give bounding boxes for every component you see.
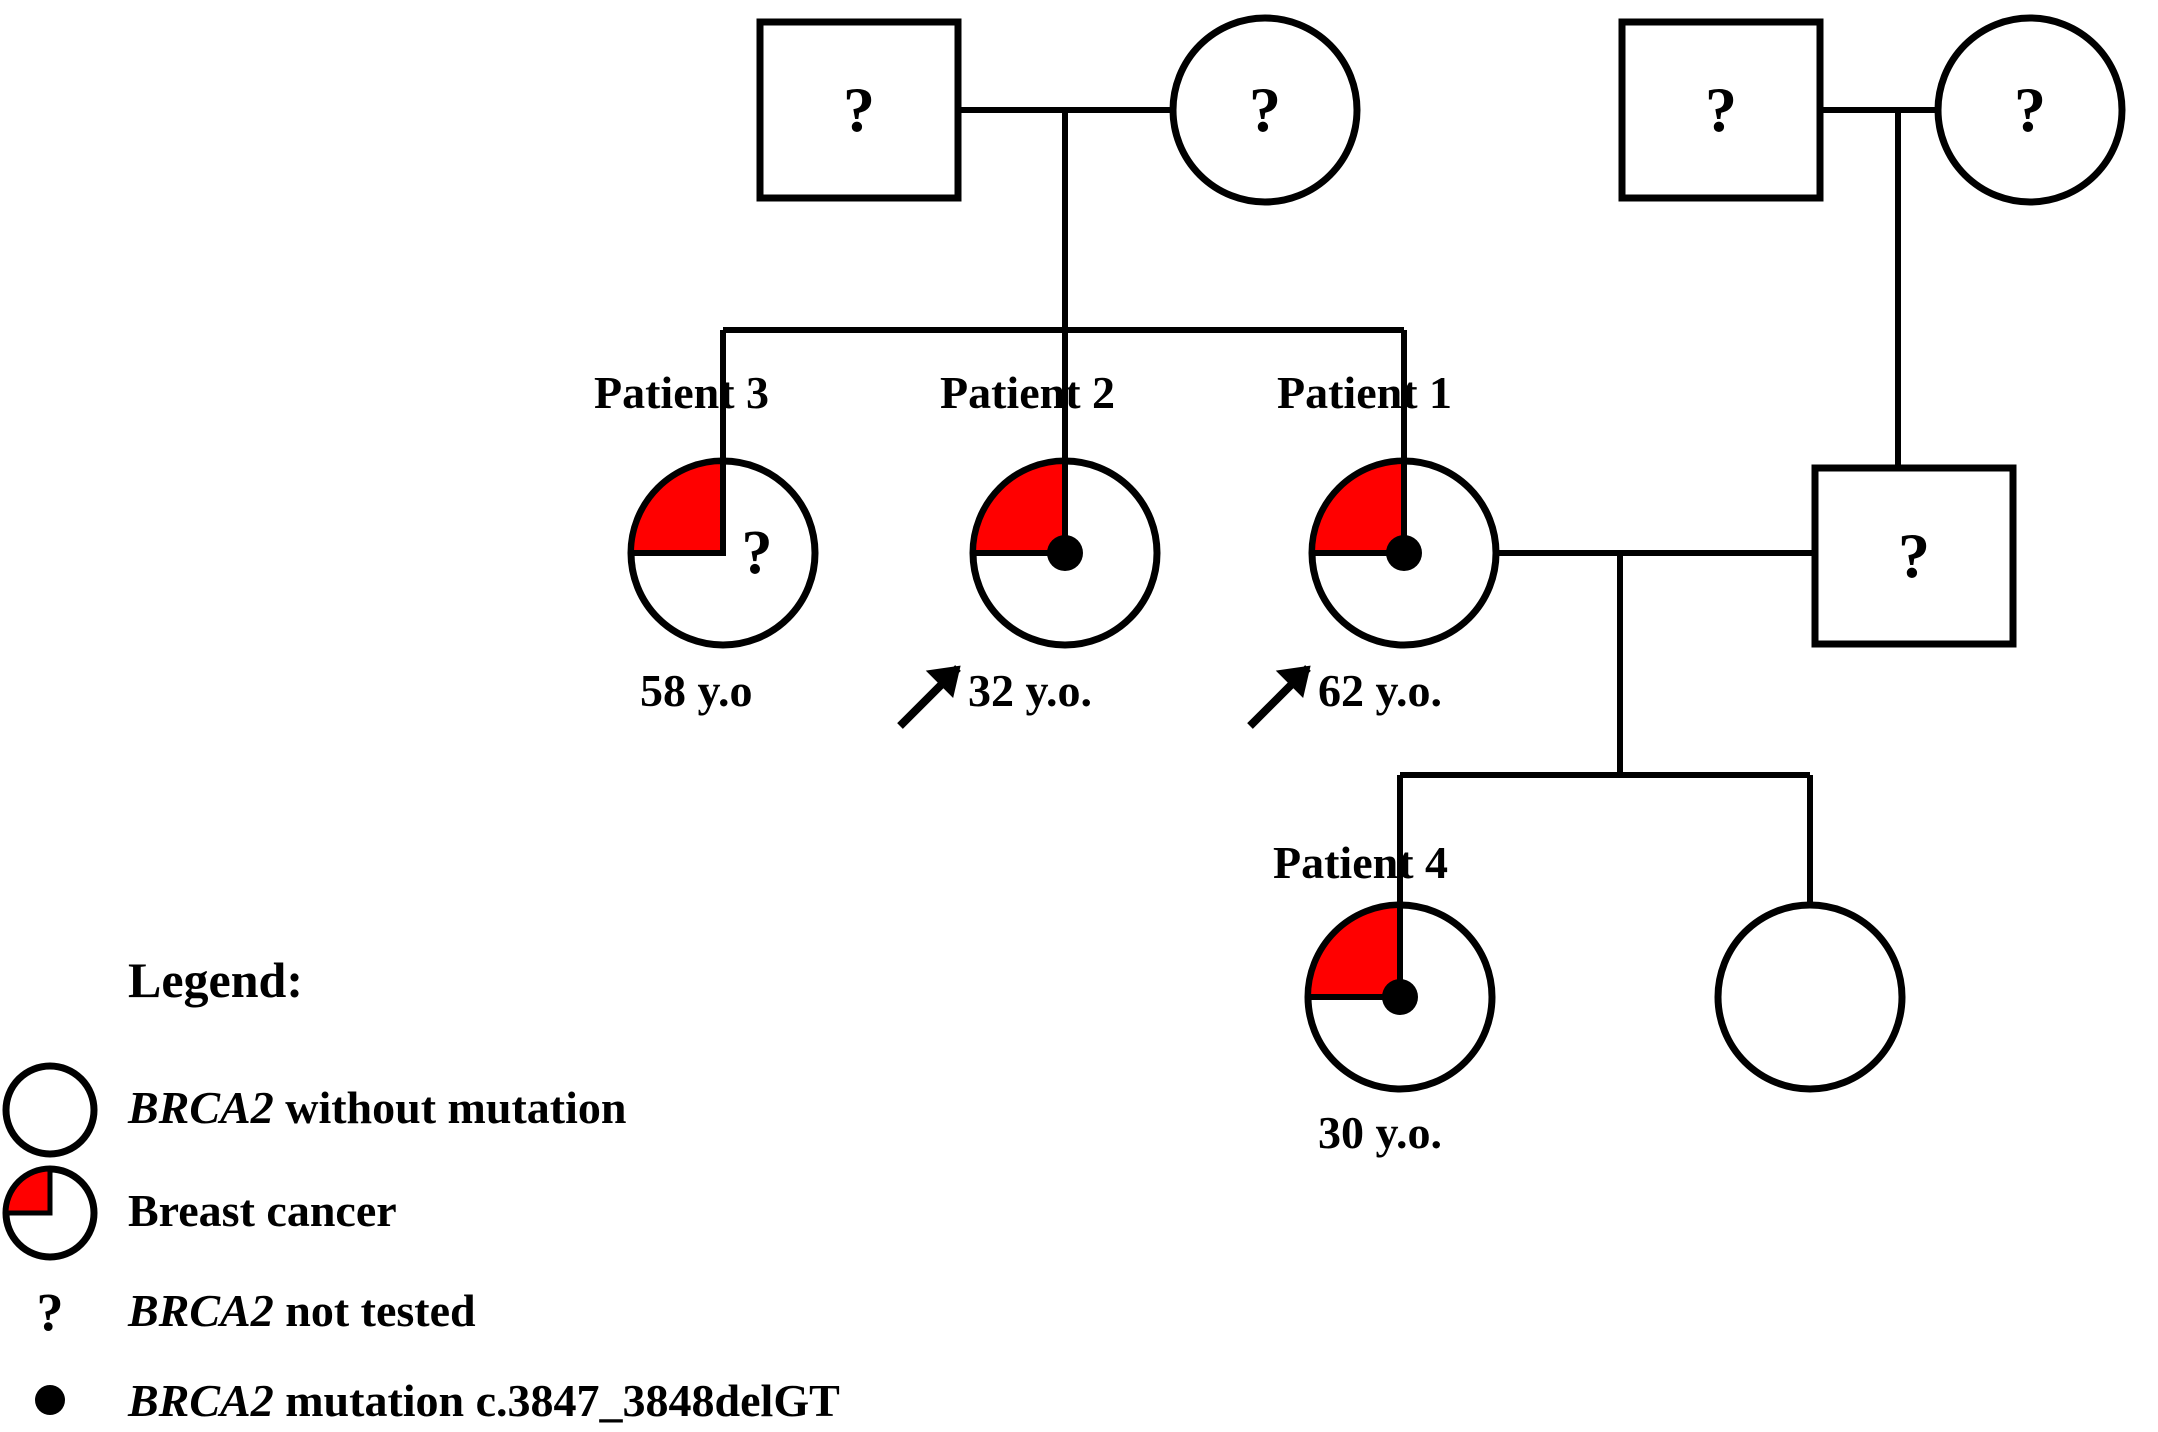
question-mark-icon: ? <box>741 519 773 587</box>
symbol-circle-patient-1 <box>1312 461 1496 645</box>
mutation-dot-icon <box>1386 535 1422 571</box>
legend-question-mark-icon: ? <box>36 1282 64 1342</box>
legend-item-not-tested-text: not tested <box>273 1285 476 1336</box>
label-patient-2: Patient 2 <box>940 367 1116 418</box>
legend-item-breast-cancer <box>128 1185 397 1236</box>
symbol-circle-patient-3 <box>631 461 815 645</box>
label-patient-3: Patient 3 <box>594 367 770 418</box>
legend-item-unaffected <box>128 1082 627 1133</box>
age-patient-3: 58 y.o <box>640 665 753 716</box>
age-patient-1: 62 y.o. <box>1318 665 1442 716</box>
legend-item-mutation-text: mutation c.3847_3848delGT <box>273 1375 840 1426</box>
proband-arrow-patient-1 <box>1250 668 1308 726</box>
legend-breast-cancer-icon <box>6 1169 94 1257</box>
legend-item-unaffected-gene: BRCA2 <box>128 1082 274 1133</box>
label-patient-1: Patient 1 <box>1277 367 1453 418</box>
question-mark-icon: ? <box>2014 74 2046 145</box>
legend-item-mutation <box>128 1375 840 1426</box>
age-patient-4: 30 y.o. <box>1318 1107 1442 1158</box>
legend-mutation-dot-icon <box>35 1385 65 1415</box>
legend-item-breast-cancer-text: Breast cancer <box>128 1185 397 1236</box>
legend-title: Legend: <box>128 952 303 1008</box>
age-patient-2: 32 y.o. <box>968 665 1092 716</box>
question-mark-icon: ? <box>843 74 875 145</box>
proband-arrow-patient-2 <box>900 668 958 726</box>
symbol-circle-sibling-patient-4 <box>1718 905 1902 1089</box>
legend-item-unaffected-text: without mutation <box>273 1082 627 1133</box>
label-patient-4: Patient 4 <box>1273 837 1449 888</box>
legend-item-not-tested-gene: BRCA2 <box>128 1285 274 1336</box>
legend-unaffected-circle-icon <box>6 1066 94 1154</box>
legend-item-not-tested <box>128 1285 476 1336</box>
mutation-dot-icon <box>1382 979 1418 1015</box>
question-mark-icon: ? <box>1249 74 1281 145</box>
legend-item-mutation-gene: BRCA2 <box>128 1375 274 1426</box>
symbol-circle-patient-4 <box>1308 905 1492 1089</box>
question-mark-icon: ? <box>1898 520 1930 591</box>
question-mark-icon: ? <box>1705 74 1737 145</box>
symbol-circle-patient-2 <box>973 461 1157 645</box>
mutation-dot-icon <box>1047 535 1083 571</box>
